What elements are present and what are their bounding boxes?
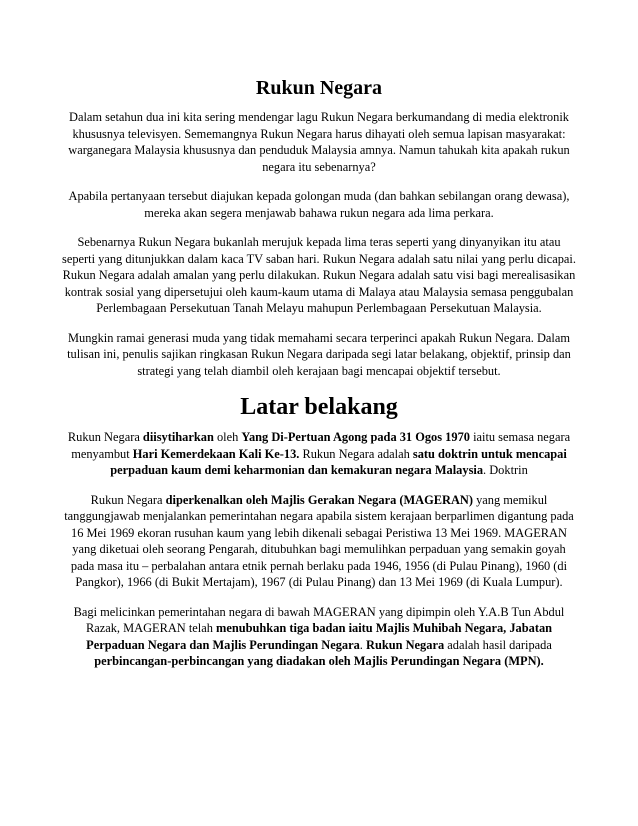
intro-paragraph-3: Sebenarnya Rukun Negara bukanlah merujuk kepada lima teras seperti yang dinyanyikan itu atau seperti yang ditunjukkan dalam kaca TV saban hari. Rukun Negara adalah satu nilai yang perlu dicapai. Rukun Negara adalah amalan yang perlu dilakukan. Rukun Negara adalah satu visi bagi merealisasikan kontrak sosial yang dipersetujui oleh kaum-kaum utama di Malaya atau Malaysia semasa penggubalan Perlembagaan Persekutuan Tanah Melayu mahupun Perlembagaan Persekutuan Malaysia. [62, 235, 576, 315]
bold-run: menubuhkan tiga badan iaitu Majlis Muhibah Negara, Jabatan Perpaduan Negara dan Majlis Perundingan Negara [86, 621, 553, 652]
bold-run: diisytiharkan [142, 430, 214, 444]
text-run: iaitu semasa negara menyambut [71, 430, 571, 461]
text-run: Rukun Negara [67, 430, 143, 444]
text-run: . Doktrin [483, 463, 528, 477]
background-paragraph-1 [62, 429, 576, 479]
intro-paragraph-2: Apabila pertanyaan tersebut diajukan kepada golongan muda (dan bahkan sebilangan orang dewasa), mereka akan segera menjawab bahawa rukun negara ada lima perkara. [68, 189, 570, 220]
text-run: oleh [213, 430, 242, 444]
background-paragraph-3 [62, 604, 576, 670]
text-run: . [359, 637, 366, 652]
text-run: Rukun Negara adalah [299, 446, 413, 461]
text-run: yang memikul tanggungjawab menjalankan pemerintahan negara apabila sistem kerajaan berparlimen digantung pada 16 Mei 1969 ekoran rusuhan kaum yang lebih dikenali sebagai Peristiwa 13 Mei 1969. MAGERAN yang diketuai oleh seorang Pengarah, ditubuhkan bagi memulihkan perpaduan yang semakin goyah pada masa itu – perbalahan antara etnik pernah berlaku pada 1946, 1956 (di Pulau Pinang), 1960 (di Pangkor), 1966 (di Bukit Mertajam), 1967 (di Pulau Pinang) dan 13 Mei 1969 (di Kuala Lumpur). [64, 492, 574, 589]
text-run: Bagi melicinkan pemerintahan negara di bawah MAGERAN yang dipimpin oleh Y.A.B Tun Abdul Razak, MAGERAN telah [73, 604, 565, 635]
bold-run: Rukun Negara [366, 637, 445, 652]
bold-run: satu doktrin untuk mencapai perpaduan kaum demi keharmonian dan kemakuran negara Malaysia [110, 446, 567, 477]
document-title: Rukun Negara [255, 77, 383, 99]
bold-run: perbincangan-perbincangan yang diadakan oleh Majlis Perundingan Negara (MPN). [94, 654, 544, 668]
bold-run: diperkenalkan oleh Majlis Gerakan Negara (MAGERAN) [165, 492, 474, 507]
text-run: adalah hasil daripada [444, 637, 552, 652]
background-paragraph-2 [62, 492, 576, 591]
bold-run: Yang Di-Pertuan Agong pada 31 Ogos 1970 [241, 430, 470, 444]
section-heading: Latar belakang [240, 394, 398, 420]
text-run: Rukun Negara [90, 492, 166, 507]
intro-paragraph-1: Dalam setahun dua ini kita sering mendengar lagu Rukun Negara berkumandang di media elektronik khususnya televisyen. Sememangnya Rukun Negara harus dihayati oleh semua lapisan masyarakat: warganegara Malaysia khususnya dan penduduk Malaysia amnya. Namun tahukah kita apakah rukun negara itu sebenarnya? [68, 110, 570, 174]
intro-paragraph-4: Mungkin ramai generasi muda yang tidak memahami secara terperinci apakah Rukun Negara. Dalam tulisan ini, penulis sajikan ringkasan Rukun Negara daripada segi latar belakang, objektif, prinsip dan strategi yang telah diambil oleh kerajaan bagi mencapai objektif tersebut. [67, 330, 571, 378]
bold-run: Hari Kemerdekaan Kali Ke-13. [132, 446, 300, 461]
